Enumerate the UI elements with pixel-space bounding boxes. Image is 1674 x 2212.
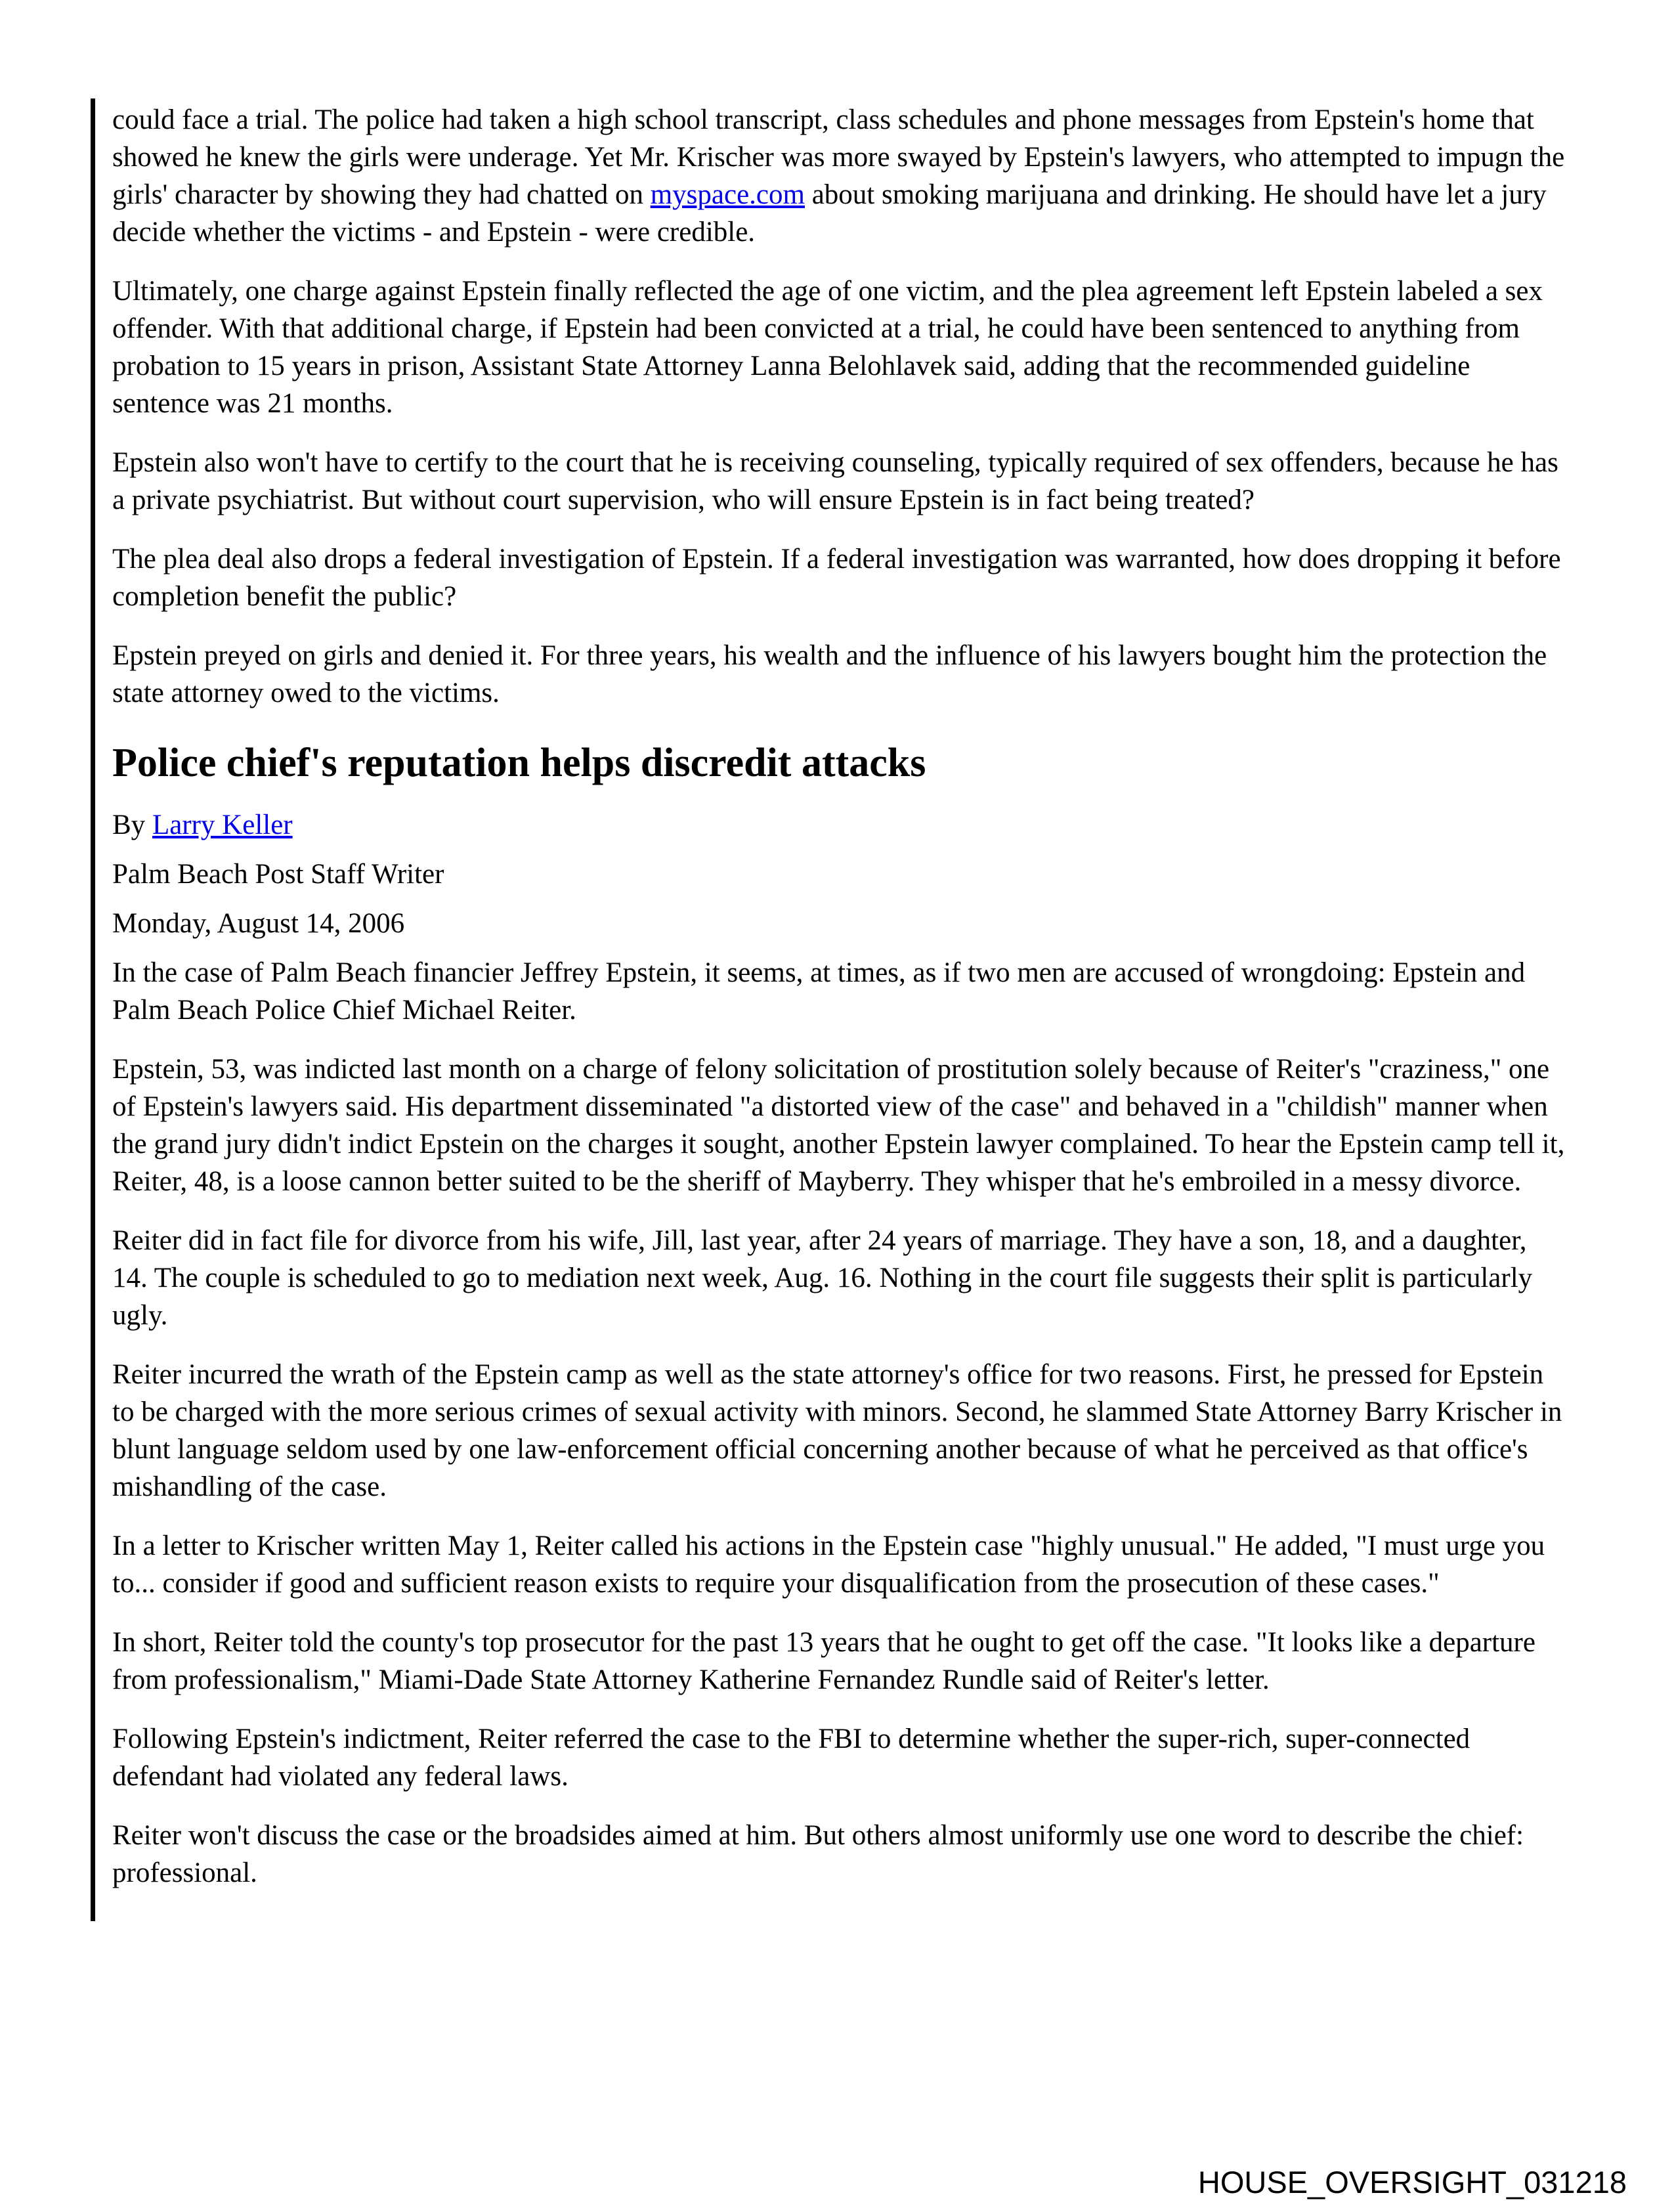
paragraph [112,101,1566,251]
paragraph: Ultimately, one charge against Epstein finally reflected the age of one victim, and the plea agreement left Epstein labeled a sex offender. With that additional charge, if Epstein had been convicted at a trial, he could have been sentenced to anything from probation to 15 years in prison, Assistant State Attorney Lanna Belohlavek said, adding that the recommended guideline sentence was 21 months. [112,276,1543,419]
date-line: Monday, August 14, 2006 [112,908,405,939]
author-link[interactable]: Larry Keller [152,810,293,840]
byline-prefix: By [112,810,152,840]
byline [112,806,1566,844]
paragraph: In a letter to Krischer written May 1, Reiter called his actions in the Epstein case "highly unusual." He added, "I must urge you to... consider if good and sufficient reason exists to require your disqualification from the prosecution of these cases." [112,1530,1545,1599]
paragraph: In the case of Palm Beach financier Jeffrey Epstein, it seems, at times, as if two men are accused of wrongdoing: Epstein and Palm Beach Police Chief Michael Reiter. [112,957,1526,1026]
paragraph: Epstein, 53, was indicted last month on a charge of felony solicitation of prostitution solely because of Reiter's "craziness," one of Epstein's lawyers said. His department disseminated "a distorted view of the case" and behaved in a "childish" manner when the grand jury didn't indict Epstein on the charges it sought, another Epstein lawyer complained. To hear the Epstein camp tell it, Reiter, 48, is a loose cannon better suited to be the sheriff of Mayberry. They whisper that he's embroiled in a messy divorce. [112,1054,1565,1197]
paragraph: The plea deal also drops a federal investigation of Epstein. If a federal investigation was warranted, how does dropping it before completion benefit the public? [112,544,1561,612]
bates-stamp: HOUSE_OVERSIGHT_031218 [1197,2165,1627,2200]
paragraph: In short, Reiter told the county's top prosecutor for the past 13 years that he ought to get off the case. "It looks like a departure from professionalism," Miami-Dade State Attorney Katherine Fernandez Rundle said of Reiter's letter. [112,1627,1535,1695]
paragraph: Reiter did in fact file for divorce from his wife, Jill, last year, after 24 years of marriage. They have a son, 18, and a daughter, 14. The couple is scheduled to go to mediation next week, Aug. 16. Nothing in the court file suggests their split is particularly ugly. [112,1225,1533,1331]
paragraph: Following Epstein's indictment, Reiter referred the case to the FBI to determine whether the super-rich, super-connected defendant had violated any federal laws. [112,1724,1470,1792]
myspace-link[interactable]: myspace.com [650,179,805,210]
paragraph-text: about smoking marijuana and drinking. He should have let a jury decide whether the victims - and Epstein - were credible. [112,179,1547,248]
paragraph: Epstein preyed on girls and denied it. For three years, his wealth and the influence of his lawyers bought him the protection the state attorney owed to the victims. [112,640,1547,708]
paragraph: Reiter won't discuss the case or the broadsides aimed at him. But others almost uniformly use one word to describe the chief: professional. [112,1820,1524,1888]
article-body-block [91,98,1595,1921]
paragraph-text: could face a trial. The police had taken a high school transcript, class schedules and phone messages from Epstein's home that showed he knew the girls were underage. Yet Mr. Krischer was more swayed by Epstein's lawyers, who attempted to impugn the girls' character by showing they had chatted on [112,104,1565,210]
paragraph: Reiter incurred the wrath of the Epstein camp as well as the state attorney's office for two reasons. First, he pressed for Epstein to be charged with the more serious crimes of sexual activity with minors. Second, he slammed State Attorney Barry Krischer in blunt language seldom used by one law-enforcement official concerning another because of what he perceived as that office's mishandling of the case. [112,1359,1562,1502]
article-headline: Police chief's reputation helps discredit attacks [112,741,926,785]
source-line: Palm Beach Post Staff Writer [112,859,444,890]
paragraph: Epstein also won't have to certify to the court that he is receiving counseling, typically required of sex offenders, because he has a private psychiatrist. But without court supervision, who will ensure Epstein is in fact being treated? [112,447,1558,515]
